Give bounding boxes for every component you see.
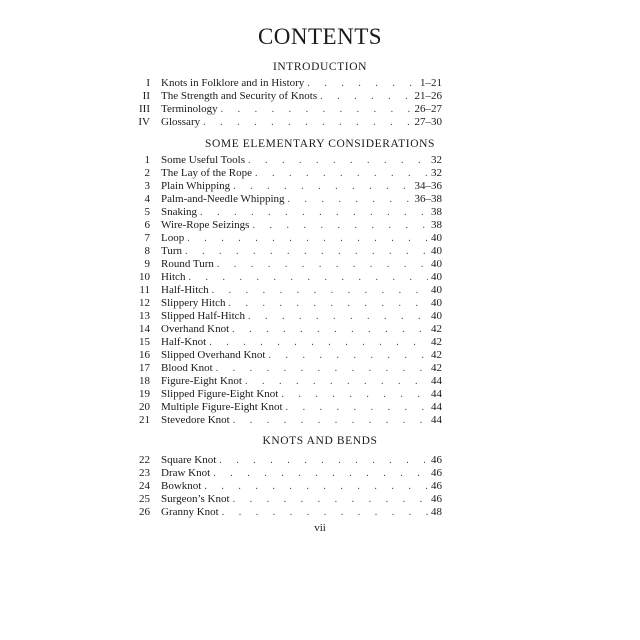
dot-leader [204, 480, 428, 493]
toc-list-introduction [132, 77, 442, 129]
toc-entry-page: 1–21 [420, 77, 442, 89]
toc-entry-title: Slipped Figure-Eight Knot [161, 388, 279, 400]
toc-entry-line [161, 219, 442, 232]
section-heading-introduction: INTRODUCTION [272, 61, 368, 73]
toc-entry [132, 284, 442, 297]
toc-entry-number: 22 [139, 454, 150, 466]
dot-leader [188, 271, 428, 284]
toc-entry-line [161, 245, 442, 258]
dot-leader [228, 297, 428, 310]
toc-entry-number: 17 [139, 362, 150, 374]
toc-entry-title: The Strength and Security of Knots [161, 90, 318, 102]
toc-entry-title: Loop [161, 232, 185, 244]
dot-leader [200, 206, 428, 219]
toc-entry-title: Knots in Folklore and in History [161, 77, 305, 89]
toc-entry-line [161, 271, 442, 284]
toc-entry-line [161, 454, 442, 467]
toc-entry-number: 16 [139, 349, 150, 361]
toc-entry [132, 375, 442, 388]
toc-entry-page: 44 [431, 414, 442, 426]
toc-entry-title: Multiple Figure-Eight Knot [161, 401, 283, 413]
toc-list-knots-and-bends [132, 454, 442, 519]
toc-entry [132, 103, 442, 116]
toc-entry-number: 12 [139, 297, 150, 309]
toc-entry-number: III [139, 103, 150, 115]
toc-entry [132, 388, 442, 401]
toc-entry [132, 349, 442, 362]
toc-entry-title: Glossary [161, 116, 201, 128]
toc-entry-line [161, 232, 442, 245]
toc-entry-title: Wire-Rope Seizings [161, 219, 250, 231]
toc-entry-number: 26 [139, 506, 150, 518]
toc-entry-number: 3 [144, 180, 150, 192]
toc-entry-line [161, 77, 442, 90]
toc-entry-title: Granny Knot [161, 506, 219, 518]
toc-entry-page: 42 [431, 336, 442, 348]
toc-entry [132, 77, 442, 90]
toc-entry [132, 232, 442, 245]
dot-leader [286, 401, 428, 414]
toc-entry-title: Draw Knot [161, 467, 211, 479]
toc-entry [132, 362, 442, 375]
toc-entry-page: 40 [431, 258, 442, 270]
toc-entry [132, 467, 442, 480]
toc-entry-page: 40 [431, 232, 442, 244]
toc-entry [132, 245, 442, 258]
dot-leader [288, 193, 412, 206]
dot-leader [233, 493, 428, 506]
toc-entry-line [161, 493, 442, 506]
toc-entry-line [161, 116, 442, 129]
toc-entry-line [161, 388, 442, 401]
toc-entry-number: 6 [144, 219, 150, 231]
toc-entry-number: 19 [139, 388, 150, 400]
toc-entry-line [161, 103, 442, 116]
toc-list-elementary-considerations [132, 154, 442, 427]
toc-entry-number: 1 [144, 154, 150, 166]
toc-entry-number: 25 [139, 493, 150, 505]
dot-leader [212, 284, 428, 297]
toc-entry-page: 46 [431, 493, 442, 505]
dot-leader [248, 310, 428, 323]
toc-entry-number: 11 [139, 284, 150, 296]
toc-entry-title: Square Knot [161, 454, 217, 466]
toc-entry-number: 9 [144, 258, 150, 270]
toc-entry-page: 46 [431, 467, 442, 479]
toc-entry-line [161, 90, 442, 103]
dot-leader [222, 506, 428, 519]
toc-entry [132, 180, 442, 193]
toc-entry-page: 32 [431, 167, 442, 179]
toc-entry-number: 21 [139, 414, 150, 426]
toc-entry-page: 40 [431, 245, 442, 257]
toc-entry [132, 401, 442, 414]
dot-leader [185, 245, 428, 258]
toc-entry-page: 32 [431, 154, 442, 166]
toc-entry-title: Bowknot [161, 480, 202, 492]
toc-entry-line [161, 467, 442, 480]
toc-entry-page: 36–38 [414, 193, 442, 205]
toc-entry [132, 206, 442, 219]
dot-leader [216, 362, 428, 375]
toc-entry [132, 90, 442, 103]
dot-leader [203, 116, 411, 129]
toc-entry-line [161, 180, 442, 193]
toc-entry-page: 38 [431, 206, 442, 218]
dot-leader [252, 219, 428, 232]
toc-entry-title: Slipped Overhand Knot [161, 349, 266, 361]
toc-entry-page: 26–27 [414, 103, 442, 115]
toc-entry-line [161, 414, 442, 427]
toc-entry-title: Round Turn [161, 258, 214, 270]
toc-entry-line [161, 193, 442, 206]
dot-leader [320, 90, 411, 103]
toc-entry-title: Hitch [161, 271, 186, 283]
toc-entry-number: 20 [139, 401, 150, 413]
toc-entry-title: Half-Knot [161, 336, 207, 348]
toc-entry [132, 493, 442, 506]
toc-entry-line [161, 284, 442, 297]
dot-leader [307, 77, 417, 90]
section-heading-elementary-considerations: SOME ELEMENTARY CONSIDERATIONS [204, 138, 436, 150]
toc-entry-page: 44 [431, 401, 442, 413]
dot-leader [232, 323, 428, 336]
toc-entry [132, 271, 442, 284]
toc-entry-line [161, 375, 442, 388]
toc-entry-number: 18 [139, 375, 150, 387]
toc-entry [132, 323, 442, 336]
page-title: CONTENTS [257, 24, 383, 49]
toc-entry-number: 2 [144, 167, 150, 179]
dot-leader [255, 167, 428, 180]
toc-entry-page: 40 [431, 310, 442, 322]
toc-entry [132, 297, 442, 310]
toc-entry-line [161, 154, 442, 167]
toc-entry-number: 24 [139, 480, 150, 492]
dot-leader [233, 180, 411, 193]
toc-entry-page: 21–26 [414, 90, 442, 102]
toc-entry [132, 167, 442, 180]
toc-entry-page: 27–30 [414, 116, 442, 128]
toc-entry [132, 258, 442, 271]
toc-entry [132, 219, 442, 232]
toc-entry [132, 193, 442, 206]
toc-entry-line [161, 506, 442, 519]
dot-leader [233, 414, 428, 427]
toc-entry-line [161, 323, 442, 336]
toc-entry-page: 42 [431, 323, 442, 335]
dot-leader [221, 103, 412, 116]
toc-entry-line [161, 349, 442, 362]
toc-entry-title: Terminology [161, 103, 218, 115]
toc-entry-line [161, 362, 442, 375]
toc-entry-number: 14 [139, 323, 150, 335]
toc-entry-page: 40 [431, 271, 442, 283]
toc-entry-number: II [142, 90, 150, 102]
toc-entry [132, 310, 442, 323]
toc-entry [132, 506, 442, 519]
toc-entry-title: Slipped Half-Hitch [161, 310, 246, 322]
toc-entry [132, 454, 442, 467]
toc-entry-title: Snaking [161, 206, 198, 218]
dot-leader [245, 375, 428, 388]
toc-entry-line [161, 297, 442, 310]
section-heading-knots-and-bends: KNOTS AND BENDS [262, 435, 378, 447]
toc-entry-line [161, 336, 442, 349]
toc-entry-line [161, 480, 442, 493]
toc-entry-title: Slippery Hitch [161, 297, 226, 309]
toc-entry-title: Blood Knot [161, 362, 213, 374]
dot-leader [187, 232, 428, 245]
toc-entry-page: 44 [431, 375, 442, 387]
toc-entry-number: 7 [144, 232, 150, 244]
toc-entry-page: 48 [431, 506, 442, 518]
toc-entry [132, 154, 442, 167]
toc-entry-page: 46 [431, 480, 442, 492]
toc-entry-title: Plain Whipping [161, 180, 231, 192]
toc-entry-line [161, 310, 442, 323]
toc-entry-page: 40 [431, 297, 442, 309]
toc-entry-title: Half-Hitch [161, 284, 209, 296]
dot-leader [281, 388, 428, 401]
toc-entry-line [161, 401, 442, 414]
toc-entry-line [161, 206, 442, 219]
toc-entry-number: 8 [144, 245, 150, 257]
toc-entry-number: 23 [139, 467, 150, 479]
toc-entry-number: I [146, 77, 150, 89]
toc-entry-title: Palm-and-Needle Whipping [161, 193, 285, 205]
toc-entry-number: 15 [139, 336, 150, 348]
toc-entry-page: 34–36 [414, 180, 442, 192]
toc-entry-line [161, 258, 442, 271]
toc-entry-page: 42 [431, 362, 442, 374]
toc-entry-number: 5 [144, 206, 150, 218]
toc-entry-page: 46 [431, 454, 442, 466]
toc-entry-page: 40 [431, 284, 442, 296]
toc-entry-title: Stevedore Knot [161, 414, 230, 426]
toc-entry [132, 414, 442, 427]
dot-leader [217, 258, 428, 271]
toc-entry [132, 336, 442, 349]
toc-entry-title: Overhand Knot [161, 323, 230, 335]
toc-entry-number: 4 [144, 193, 150, 205]
dot-leader [248, 154, 428, 167]
dot-leader [209, 336, 428, 349]
toc-entry-number: 10 [139, 271, 150, 283]
toc-entry-title: Figure-Eight Knot [161, 375, 242, 387]
toc-entry-page: 44 [431, 388, 442, 400]
toc-entry-page: 42 [431, 349, 442, 361]
dot-leader [219, 454, 428, 467]
toc-entry-title: Turn [161, 245, 182, 257]
toc-entry-title: The Lay of the Rope [161, 167, 253, 179]
toc-entry-title: Surgeon’s Knot [161, 493, 230, 505]
toc-entry [132, 116, 442, 129]
toc-entry-number: 13 [139, 310, 150, 322]
toc-entry-number: IV [138, 116, 150, 128]
toc-entry-title: Some Useful Tools [161, 154, 245, 166]
page-number-folio: vii [314, 522, 326, 534]
toc-entry [132, 480, 442, 493]
dot-leader [268, 349, 428, 362]
toc-entry-page: 38 [431, 219, 442, 231]
dot-leader [213, 467, 428, 480]
toc-entry-line [161, 167, 442, 180]
